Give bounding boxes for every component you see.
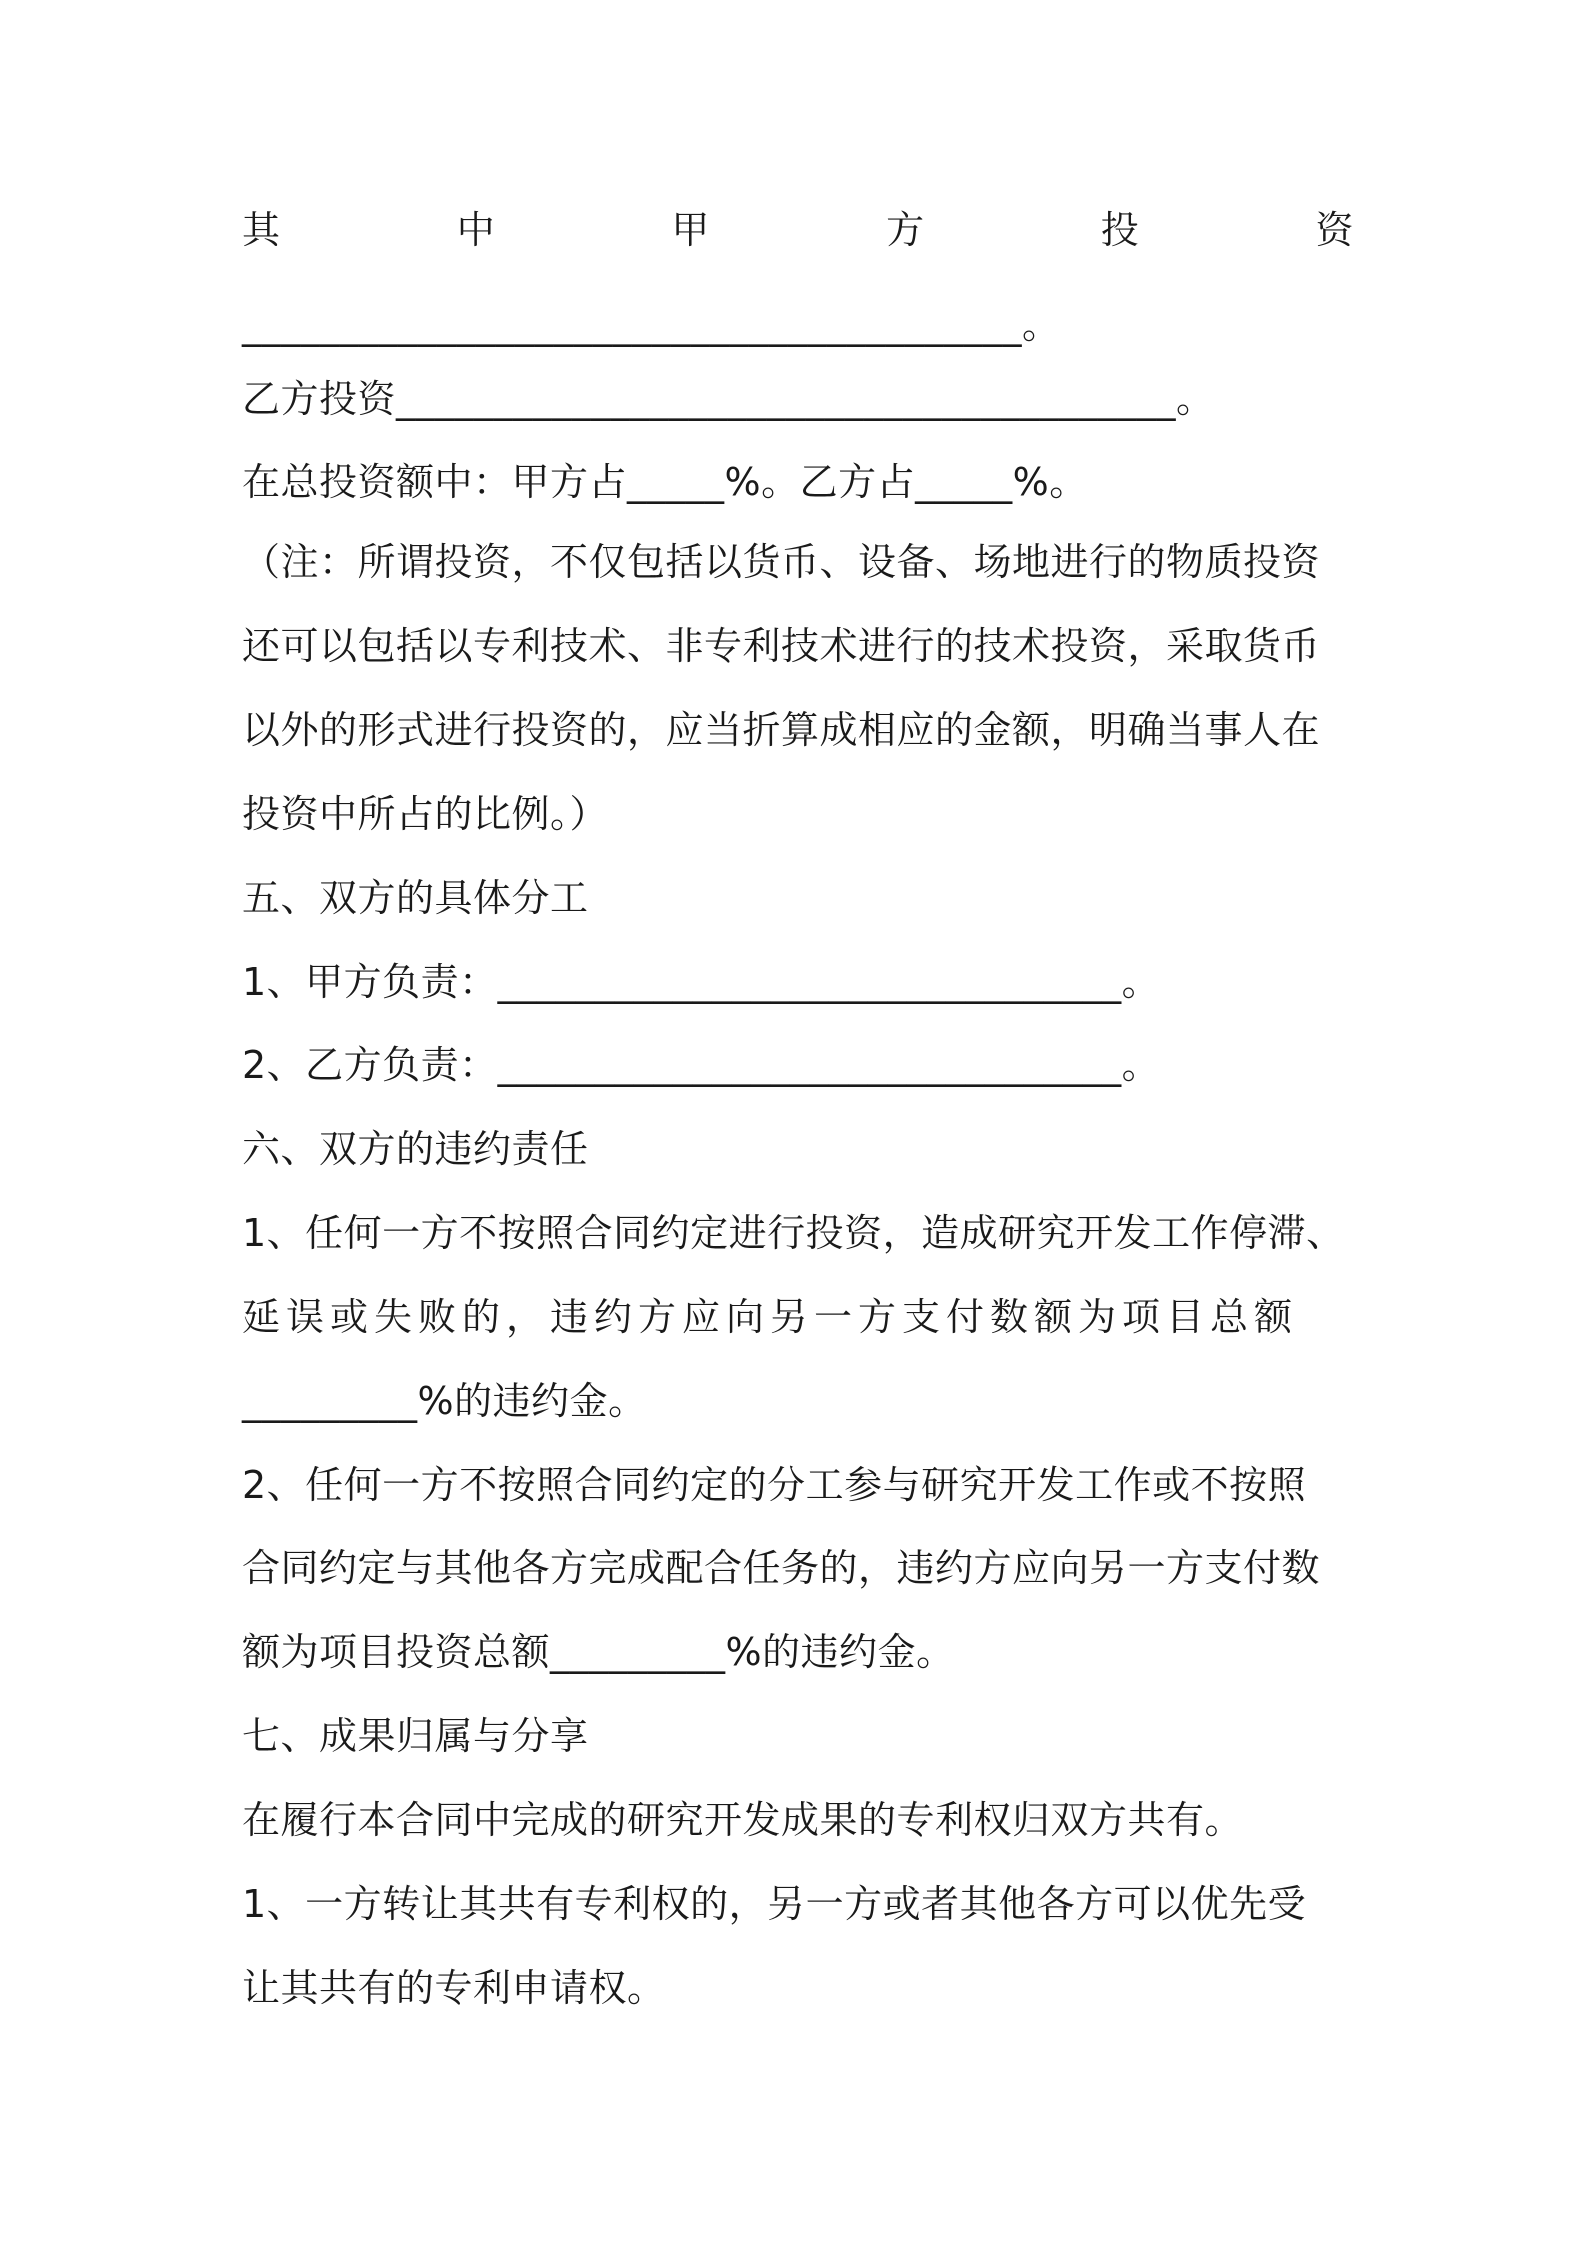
section-6-heading: 六、双方的违约责任 <box>242 1127 589 1171</box>
note-line-3: 以外的形式进行投资的，应当折算成相应的金额，明确当事人在 <box>242 708 1321 752</box>
party-b-investment-line: 乙方投资________________________________________。 <box>242 377 1215 421</box>
section-5-heading: 五、双方的具体分工 <box>242 876 589 920</box>
investment-header-line <box>242 205 1354 255</box>
investment-ratio-line: 在总投资额中：甲方占_____%。乙方占_____%。 <box>242 460 1088 504</box>
char: 甲 <box>671 208 710 252</box>
char: 中 <box>456 208 496 252</box>
breach-clause-1-line-1: 1、任何一方不按照合同约定进行投资，造成研究开发工作停滞、 <box>242 1211 1345 1255</box>
section-7-heading: 七、成果归属与分享 <box>242 1714 589 1758</box>
char: 投 <box>1100 208 1140 252</box>
note-line-1: （注：所谓投资，不仅包括以货币、设备、场地进行的物质投资 <box>242 540 1321 584</box>
breach-clause-1-line-3: _________%的违约金。 <box>242 1379 647 1423</box>
party-a-investment-blank: ________________________________________。 <box>242 303 1061 347</box>
char: 资 <box>1315 208 1354 252</box>
transfer-clause-line-2: 让其共有的专利申请权。 <box>242 1966 666 2010</box>
breach-clause-2-line-2: 合同约定与其他各方完成配合任务的，违约方应向另一方支付数 <box>242 1546 1321 1590</box>
party-b-duty-line: 2、乙方负责：________________________________。 <box>242 1043 1161 1087</box>
breach-clause-2-line-1: 2、任何一方不按照合同约定的分工参与研究开发工作或不按照 <box>242 1463 1307 1507</box>
note-line-2: 还可以包括以专利技术、非专利技术进行的技术投资，采取货币 <box>242 624 1321 668</box>
transfer-clause-line-1: 1、一方转让其共有专利权的，另一方或者其他各方可以优先受 <box>242 1882 1307 1926</box>
ownership-line: 在履行本合同中完成的研究开发成果的专利权归双方共有。 <box>242 1798 1244 1842</box>
breach-clause-2-line-3: 额为项目投资总额_________%的违约金。 <box>242 1630 955 1674</box>
note-line-4: 投资中所占的比例。） <box>242 792 609 836</box>
char: 其 <box>242 208 281 252</box>
breach-clause-1-line-2: 延误或失败的，违约方应向另一方支付数额为项目总额 <box>242 1295 1299 1339</box>
char: 方 <box>886 208 925 252</box>
party-a-duty-line: 1、甲方负责：________________________________。 <box>242 960 1161 1004</box>
